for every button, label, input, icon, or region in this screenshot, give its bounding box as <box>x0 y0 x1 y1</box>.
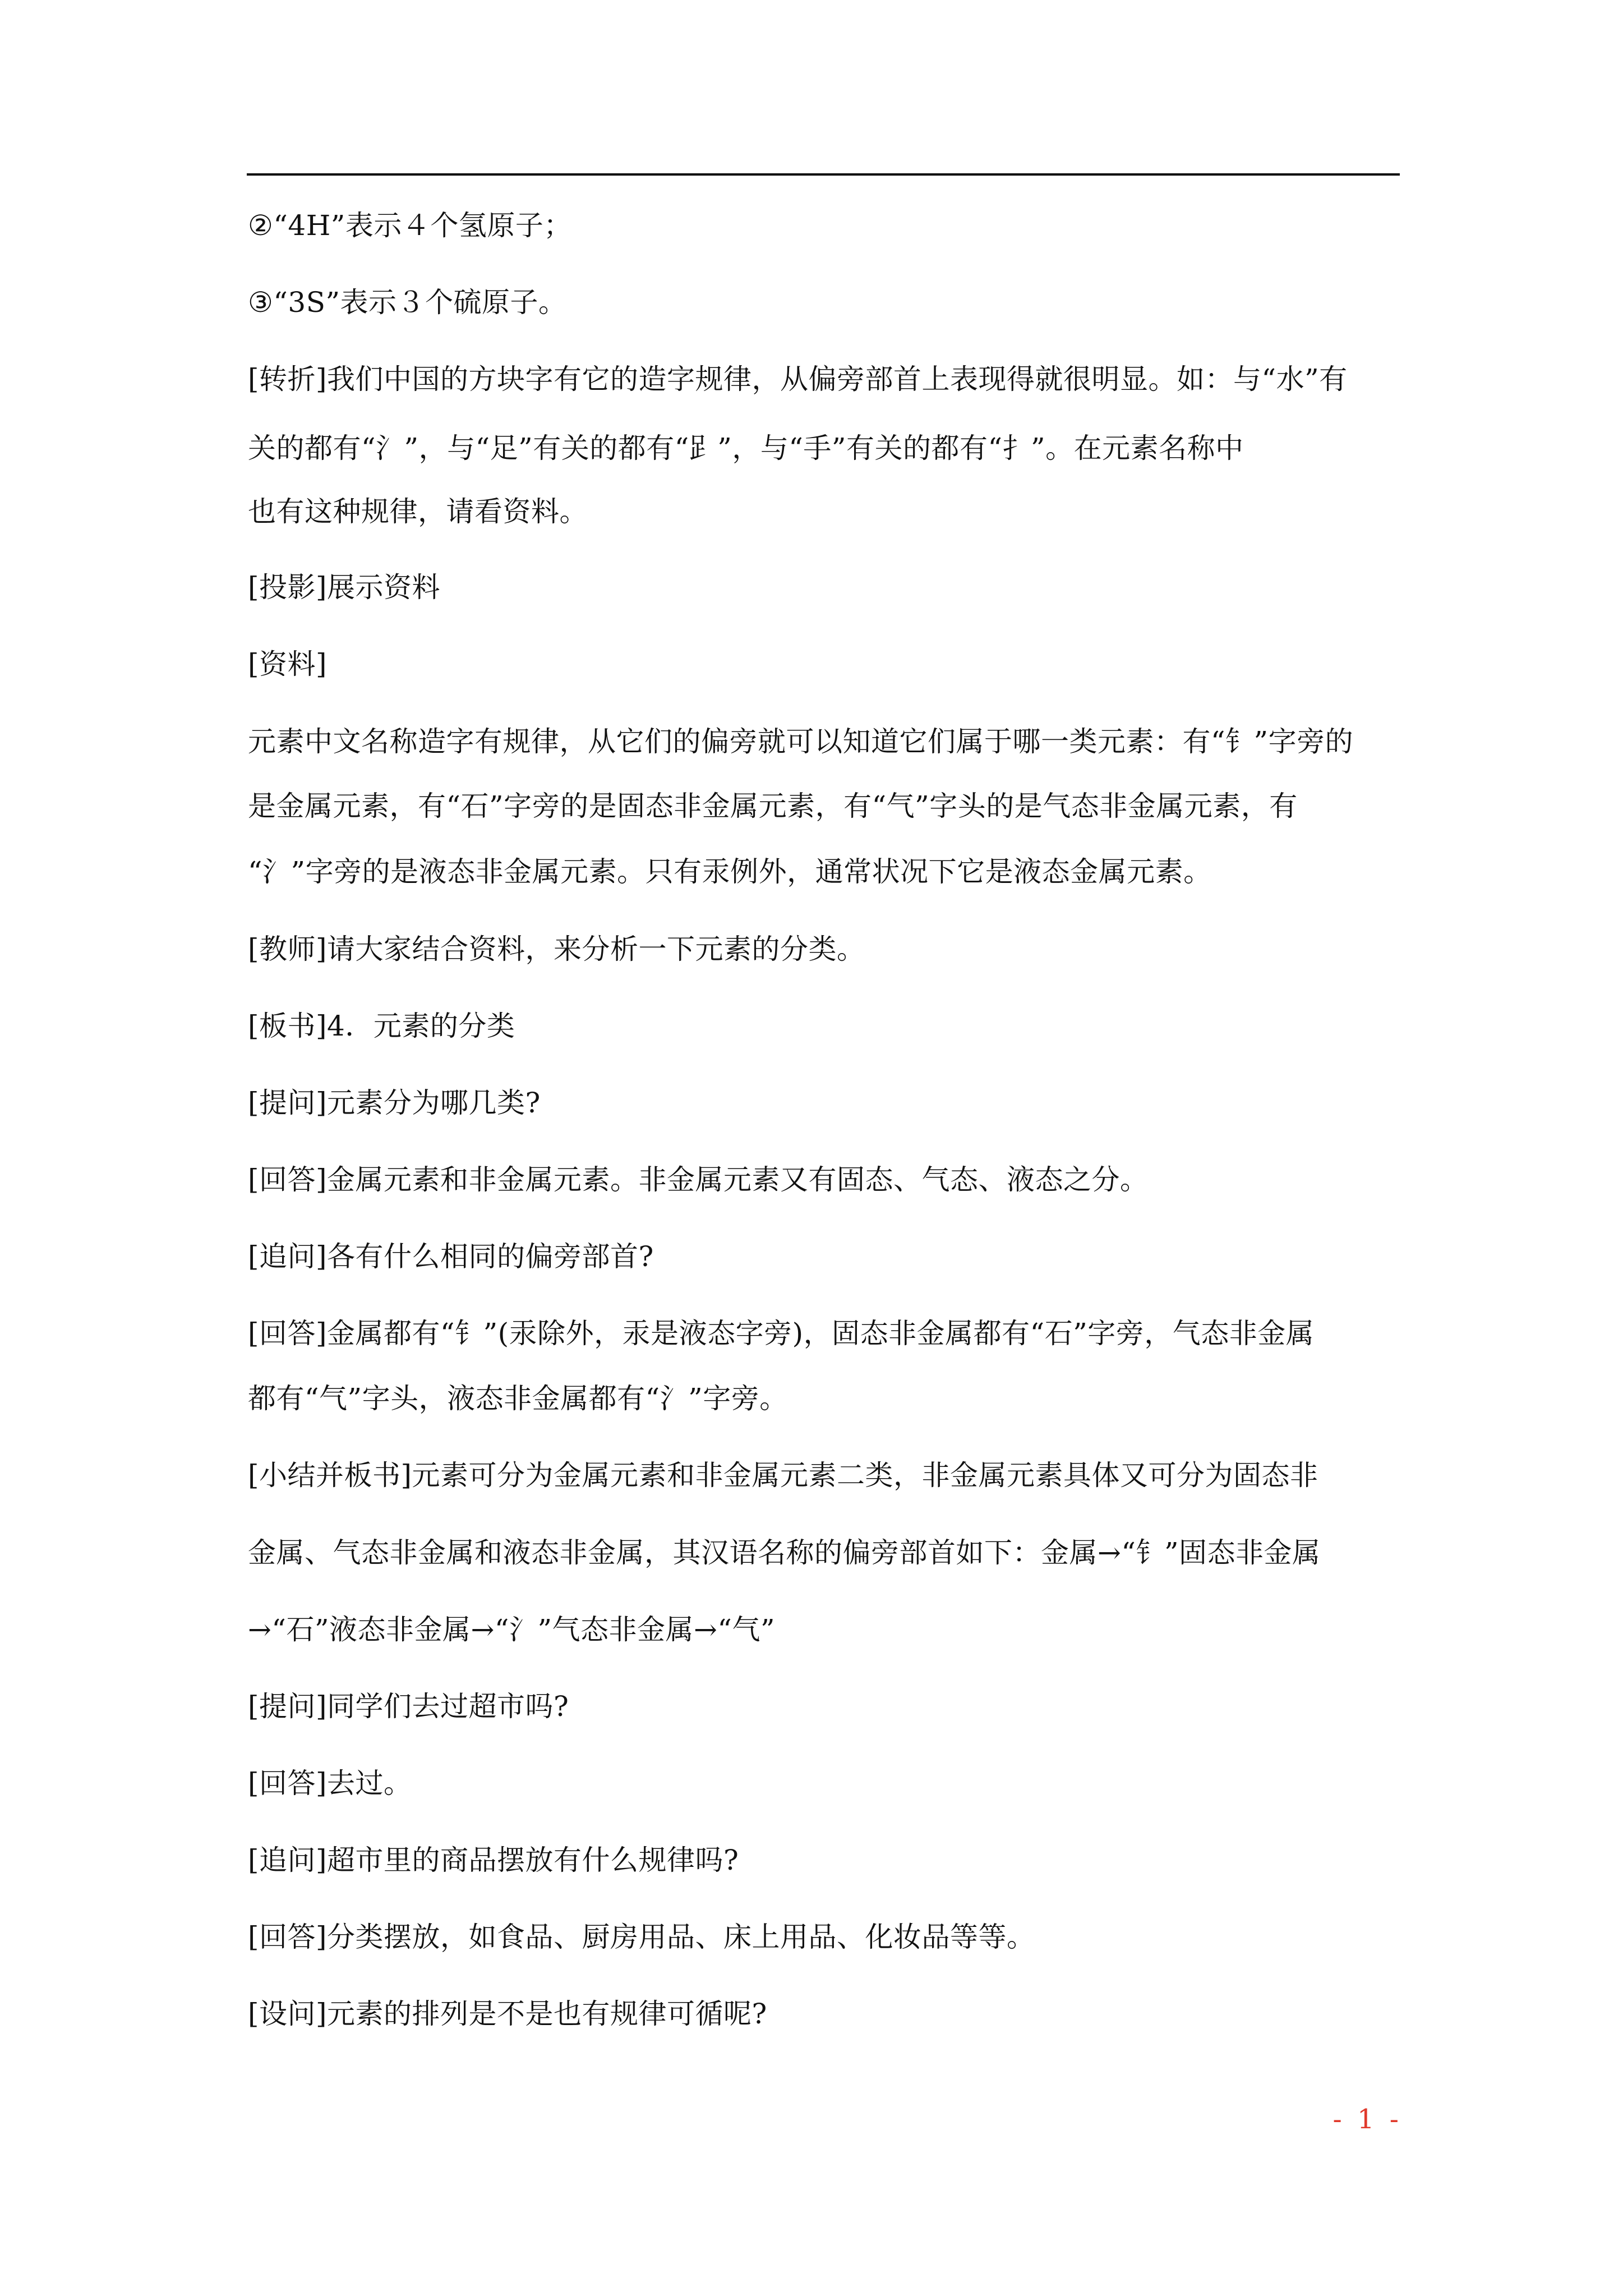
text-line: [回答]去过。 <box>248 1767 412 1800</box>
text-line: [教师]请大家结合资料，来分析一下元素的分类。 <box>248 933 865 965</box>
text-line: →“石”液态非金属→“氵”气态非金属→“气” <box>248 1613 776 1646</box>
text-line: 元素中文名称造字有规律，从它们的偏旁就可以知道它们属于哪一类元素：有“钅”字旁的 <box>248 725 1354 758</box>
text-line: 金属、气态非金属和液态非金属，其汉语名称的偏旁部首如下：金属→“钅”固态非金属 <box>248 1536 1321 1569</box>
text-line: 关的都有“氵”，与“足”有关的都有“𧾷”，与“手”有关的都有“扌”。在元素名称中 <box>248 432 1244 464</box>
text-line: [小结并板书]元素可分为金属元素和非金属元素二类，非金属元素具体又可分为固态非 <box>248 1459 1318 1492</box>
text-line: [追问]超市里的商品摆放有什么规律吗? <box>248 1844 739 1876</box>
text-line: [板书]4．元素的分类 <box>248 1010 515 1042</box>
header-rule <box>247 173 1400 176</box>
text-line: [回答]金属元素和非金属元素。非金属元素又有固态、气态、液态之分。 <box>248 1163 1149 1196</box>
text-line: [回答]分类摆放，如食品、厨房用品、床上用品、化妆品等等。 <box>248 1921 1035 1953</box>
text-line: [转折]我们中国的方块字有它的造字规律，从偏旁部首上表现得就很明显。如：与“水”有 <box>248 363 1348 395</box>
text-line: [提问]元素分为哪几类? <box>248 1087 541 1119</box>
text-line: 是金属元素，有“石”字旁的是固态非金属元素，有“气”字头的是气态非金属元素，有 <box>248 790 1298 822</box>
text-line: [追问]各有什么相同的偏旁部首? <box>248 1240 654 1273</box>
page-number: - 1 - <box>1332 2104 1402 2135</box>
text-line: 也有这种规律，请看资料。 <box>248 495 588 528</box>
text-line: [回答]金属都有“钅”(汞除外，汞是液态字旁)，固态非金属都有“石”字旁，气态非金属 <box>248 1317 1315 1350</box>
text-line: [提问]同学们去过超市吗? <box>248 1690 569 1723</box>
text-line: “氵”字旁的是液态非金属元素。只有汞例外，通常状况下它是液态金属元素。 <box>248 855 1212 888</box>
text-line: 都有“气”字头，液态非金属都有“氵”字旁。 <box>248 1382 788 1415</box>
text-line: [设问]元素的排列是不是也有规律可循呢? <box>248 1998 767 2030</box>
text-line: ②“4H”表示４个氢原子； <box>248 209 572 242</box>
text-line: [资料] <box>248 648 328 680</box>
text-line: [投影]展示资料 <box>248 571 441 604</box>
text-line: ③“3S”表示３个硫原子。 <box>248 286 567 319</box>
